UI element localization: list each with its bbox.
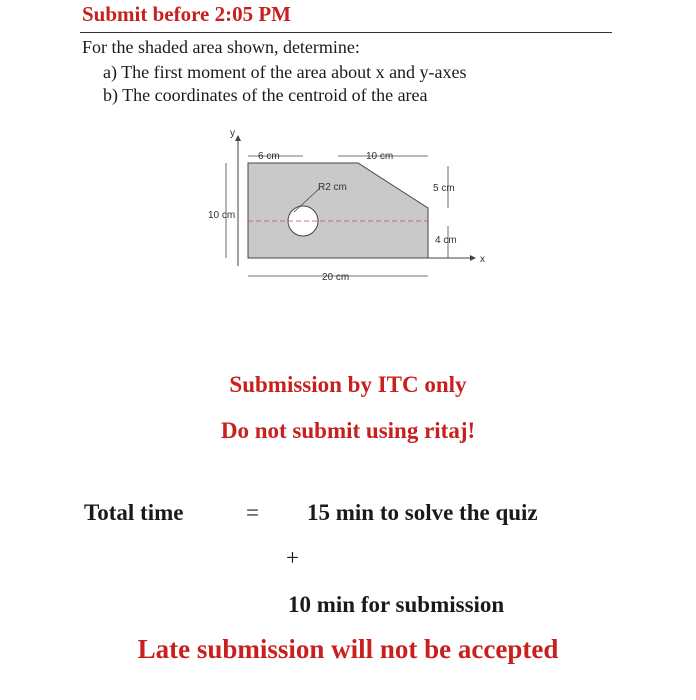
late-warning: Late submission will not be accepted — [137, 634, 559, 664]
shaded-shape — [248, 163, 428, 258]
radius-label: R2 cm — [318, 182, 347, 193]
equals-sign: = — [246, 500, 259, 525]
question-part-b: b) The coordinates of the centroid of the area — [103, 85, 428, 105]
submission-warning: Do not submit using ritaj! — [220, 418, 476, 443]
total-time-label: Total time — [84, 500, 184, 525]
dim-4-label: 4 cm — [435, 235, 457, 246]
submission-method: Submission by ITC only — [229, 372, 467, 397]
submission-time: 10 min for submission — [288, 592, 505, 617]
dim-20-label: 20 cm — [322, 272, 350, 283]
question-prompt: For the shaded area shown, determine: — [82, 37, 360, 57]
dim-10-top-label: 10 cm — [366, 151, 394, 162]
dim-5-label: 5 cm — [433, 183, 455, 194]
plus-sign: + — [286, 545, 299, 570]
y-axis-label: y — [230, 128, 235, 139]
solve-time: 15 min to solve the quiz — [307, 500, 538, 525]
question-part-a: a) The first moment of the area about x and y-axes — [103, 62, 467, 82]
shaded-area-figure — [190, 118, 500, 298]
deadline-heading: Submit before 2:05 PM — [82, 2, 292, 26]
heading-divider — [80, 32, 612, 33]
x-axis-label: x — [480, 254, 485, 265]
dim-10-left-label: 10 cm — [208, 210, 236, 221]
dim-6-label: 6 cm — [258, 151, 280, 162]
